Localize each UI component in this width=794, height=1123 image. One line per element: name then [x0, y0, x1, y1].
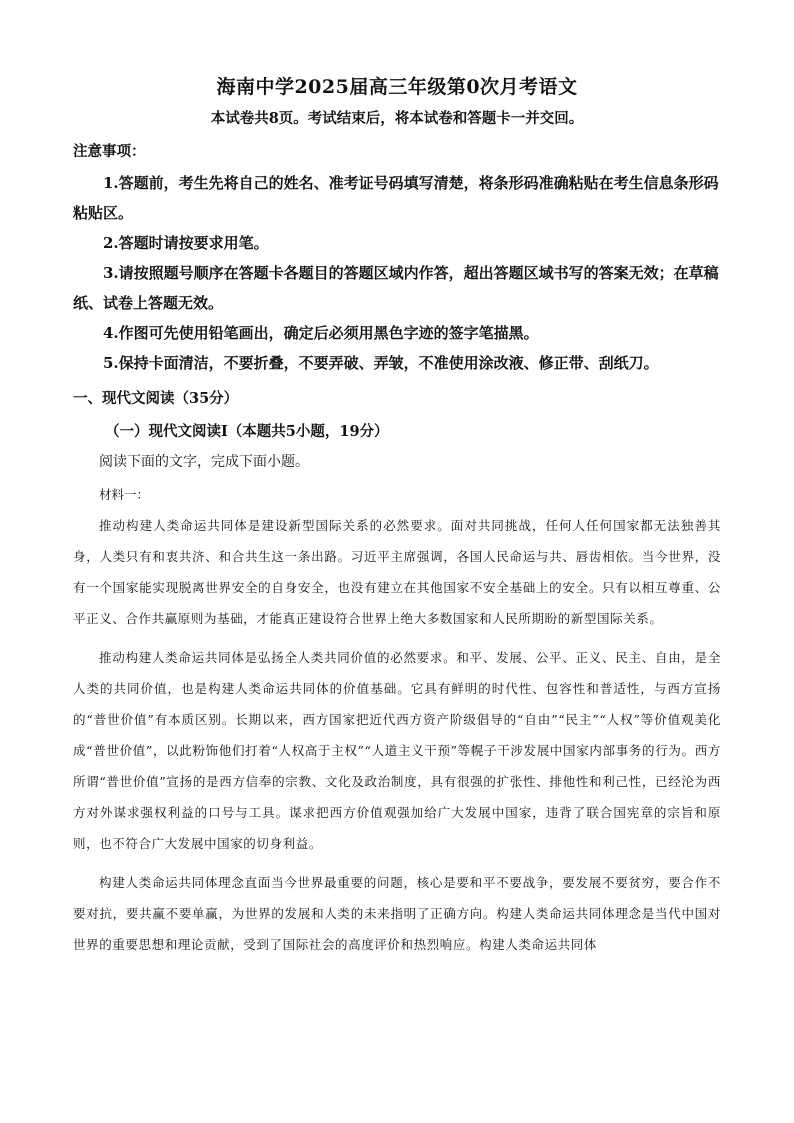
notice-item: 2.答题时请按要求用笔。	[103, 234, 269, 252]
notice-item: 1.答题前，考生先将自己的姓名、准考证号码填写清楚，将条形码准确粘贴在考生信息条形码粘贴区。	[73, 174, 719, 222]
notice-item: 3.请按照题号顺序在答题卡各题目的答题区域内作答，超出答题区域书写的答案无效；在草稿纸、试卷上答题无效。	[73, 264, 719, 312]
material-paragraph: 推动构建人类命运共同体是弘扬全人类共同价值的必然要求。和平、发展、公平、正义、民主、自由，是全人类的共同价值，也是构建人类命运共同体的价值基础。它具有鲜明的时代性、包容性和普适性，与西方宣扬的“普世价值”有本质区别。长期以来，西方国家把近代西方资产阶级倡导的“自由”“民主”“人权”等价值观美化成“普世价值”，以此粉饰他们打着“人权高于主权”“人道主义干预”等幌子干涉发展中国家内部事务的行为。西方所谓“普世价值”宣扬的是西方信奉的宗教、文化及政治制度，具有很强的扩张性、排他性和利己性，已经沦为西方对外谋求强权利益的口号与工具。谋求把西方价值观强加给广大发展中国家，违背了联合国宪章的宗旨和原则，也不符合广大发展中国家的切身利益。	[73, 650, 721, 851]
reading-instruction: 阅读下面的文字，完成下面小题。	[99, 454, 309, 470]
section-heading: 一、现代文阅读（35分）	[73, 390, 239, 407]
exam-title: 海南中学2025届高三年级第0次月考语文	[216, 76, 578, 98]
material-paragraph: 构建人类命运共同体理念直面当今世界最重要的问题，核心是要和平不要战争，要发展不要贫穷，要合作不要对抗，要共赢不要单赢，为世界的发展和人类的未来指明了正确方向。构建人类命运共同体理念是当代中国对世界的重要思想和理论贡献，受到了国际社会的高度评价和热烈响应。构建人类命运共同体	[73, 875, 721, 952]
subsection-heading: （一）现代文阅读Ⅰ（本题共5小题，19分）	[105, 423, 389, 440]
material-label: 材料一：	[99, 487, 150, 502]
material-paragraph: 推动构建人类命运共同体是建设新型国际关系的必然要求。面对共同挑战，任何人任何国家都无法独善其身，人类只有和衷共济、和合共生这一条出路。习近平主席强调，各国人民命运与共、唇齿相依。当今世界，没有一个国家能实现脱离世界安全的自身安全，也没有建立在其他国家不安全基础上的安全。只有以相互尊重、公平正义、合作共赢原则为基础，才能真正建设符合世界上绝大多数国家和人民所期盼的新型国际关系。	[73, 518, 721, 626]
material-body	[73, 510, 721, 968]
notice-list	[73, 168, 728, 378]
notice-item: 5.保持卡面清洁，不要折叠，不要弄破、弄皱，不准使用涂改液、修正带、刮纸刀。	[103, 354, 659, 372]
notice-heading: 注意事项：	[73, 143, 146, 160]
notice-item: 4.作图可先使用铅笔画出，确定后必须用黑色字迹的签字笔描黑。	[103, 324, 539, 342]
exam-subtitle: 本试卷共8页。考试结束后，将本试卷和答题卡一并交回。	[210, 110, 584, 127]
